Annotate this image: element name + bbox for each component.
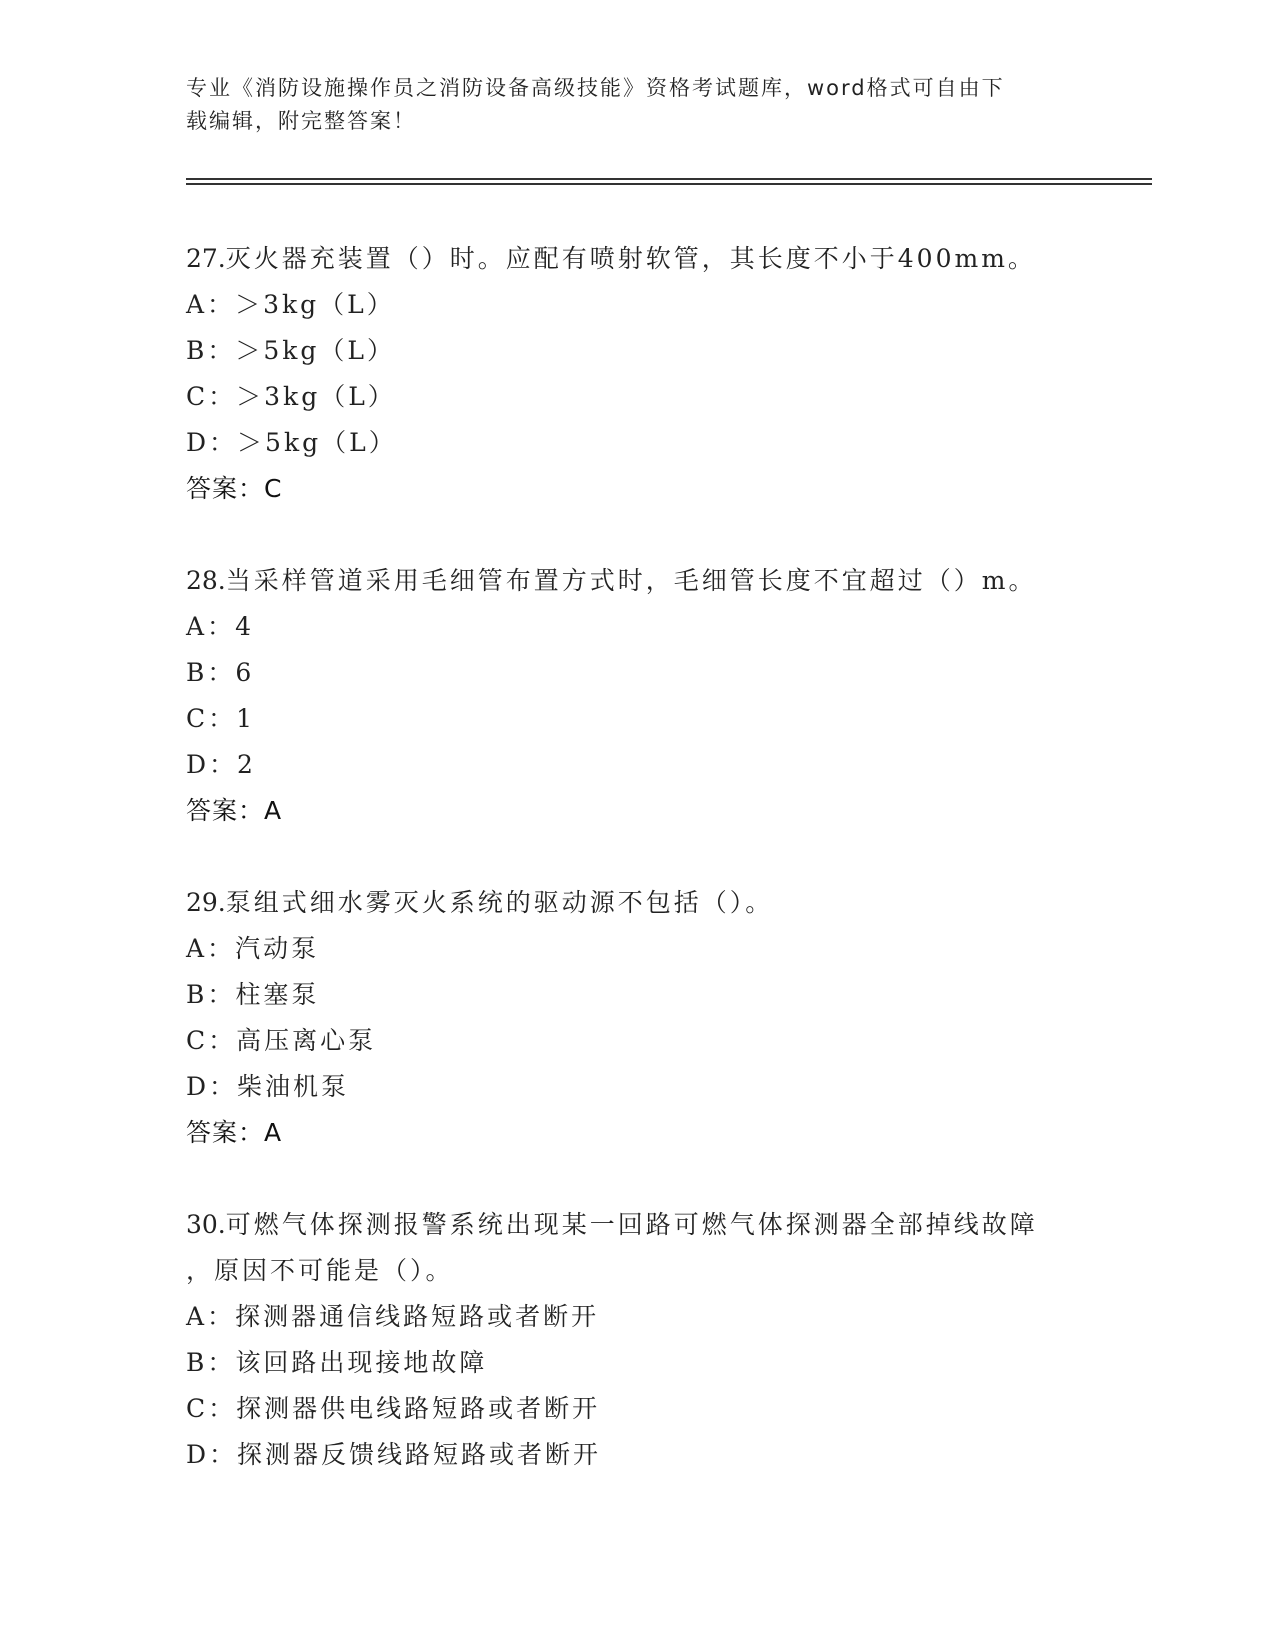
question-list xyxy=(186,236,1086,1524)
question-number: 27. xyxy=(186,244,226,273)
option-b xyxy=(186,1340,1086,1386)
document-header xyxy=(186,72,1076,138)
option-b xyxy=(186,972,1086,1018)
question-29 xyxy=(186,880,1086,1156)
option-text: 柴油机泵 xyxy=(237,1072,350,1101)
option-key: B： xyxy=(186,980,236,1009)
option-key: D： xyxy=(186,1440,238,1469)
question-text xyxy=(186,558,1086,604)
question-number: 28. xyxy=(186,566,226,595)
option-text: 4 xyxy=(235,612,254,641)
option-text: 2 xyxy=(237,750,256,779)
option-text: 高压离心泵 xyxy=(236,1026,377,1055)
option-b xyxy=(186,328,1086,374)
question-number: 30. xyxy=(186,1210,226,1239)
answer-line: 答案：C xyxy=(186,474,283,503)
option-key: C： xyxy=(186,382,237,411)
option-text: ＞3kg（L） xyxy=(235,290,395,319)
option-a xyxy=(186,604,1086,650)
header-line-2: 载编辑，附完整答案！ xyxy=(186,109,416,133)
question-27 xyxy=(186,236,1086,512)
question-text-continued: ，原因不可能是（）。 xyxy=(186,1256,454,1285)
option-key: D： xyxy=(186,1072,238,1101)
option-text: 探测器供电线路短路或者断开 xyxy=(236,1394,601,1423)
option-a xyxy=(186,1294,1086,1340)
option-key: D： xyxy=(186,428,238,457)
answer-line: 答案：A xyxy=(186,1118,283,1147)
question-body: 灭火器充装置（）时。应配有喷射软管，其长度不小于400mm。 xyxy=(225,244,1036,273)
option-c xyxy=(186,1018,1086,1064)
question-28 xyxy=(186,558,1086,834)
question-body: 当采样管道采用毛细管布置方式时，毛细管长度不宜超过（）m。 xyxy=(225,566,1037,595)
option-key: A： xyxy=(186,612,236,641)
option-d xyxy=(186,1432,1086,1478)
option-key: B： xyxy=(186,336,236,365)
option-text: 探测器反馈线路短路或者断开 xyxy=(237,1440,602,1469)
option-text: ＞5kg（L） xyxy=(235,336,396,365)
question-text xyxy=(186,236,1086,282)
option-d xyxy=(186,1064,1086,1110)
question-text xyxy=(186,1202,1086,1248)
option-text: 探测器通信线路短路或者断开 xyxy=(235,1302,600,1331)
option-key: C： xyxy=(186,1394,237,1423)
option-text: 6 xyxy=(235,658,255,687)
option-a xyxy=(186,282,1086,328)
question-body: 泵组式细水雾灭火系统的驱动源不包括（）。 xyxy=(225,888,774,917)
option-key: B： xyxy=(186,1348,236,1377)
option-c xyxy=(186,374,1086,420)
option-a xyxy=(186,926,1086,972)
option-d xyxy=(186,742,1086,788)
option-c xyxy=(186,1386,1086,1432)
option-key: C： xyxy=(186,1026,237,1055)
option-text: 汽动泵 xyxy=(235,934,320,963)
answer-line: 答案：A xyxy=(186,796,283,825)
header-line-1: 专业《消防设施操作员之消防设备高级技能》资格考试题库，word格式可自由下 xyxy=(186,76,1005,100)
option-key: D： xyxy=(186,750,238,779)
header-divider-top xyxy=(186,178,1152,180)
option-text: 柱塞泵 xyxy=(235,980,320,1009)
question-body: 可燃气体探测报警系统出现某一回路可燃气体探测器全部掉线故障 xyxy=(225,1210,1038,1239)
option-c xyxy=(186,696,1086,742)
question-number: 29. xyxy=(186,888,226,917)
option-key: C： xyxy=(186,704,237,733)
option-text: ＞3kg（L） xyxy=(236,382,396,411)
option-text: 1 xyxy=(236,704,256,733)
option-text: 该回路出现接地故障 xyxy=(235,1348,488,1377)
question-30 xyxy=(186,1202,1086,1478)
option-key: A： xyxy=(186,290,236,319)
option-text: ＞5kg（L） xyxy=(237,428,397,457)
option-b xyxy=(186,650,1086,696)
option-key: A： xyxy=(186,934,236,963)
question-text xyxy=(186,880,1086,926)
option-d xyxy=(186,420,1086,466)
header-divider-bottom xyxy=(186,183,1152,185)
option-key: A： xyxy=(186,1302,236,1331)
option-key: B： xyxy=(186,658,236,687)
